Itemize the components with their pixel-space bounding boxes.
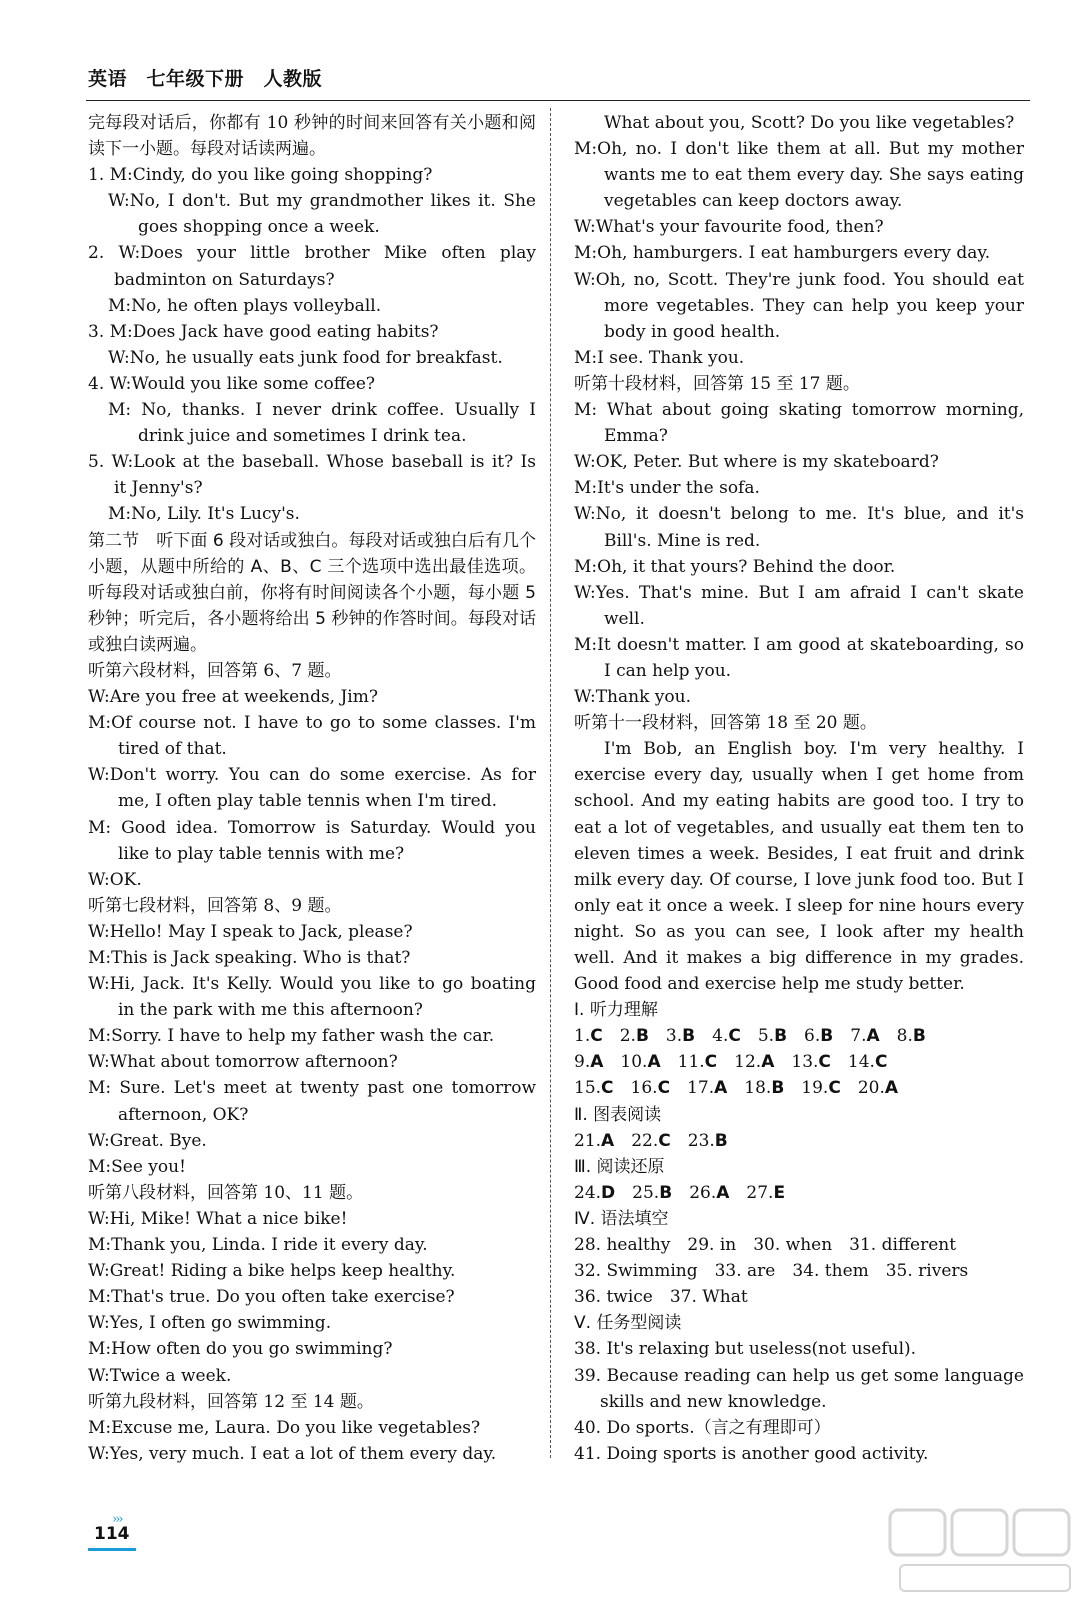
answer-choice: B	[714, 1130, 728, 1151]
text-line: 听第六段材料，回答第 6、7 题。	[88, 660, 342, 681]
text-line: M:It doesn't matter. I am good at skateboarding, so I can help you.	[574, 634, 1024, 681]
answer-choice: B	[659, 1182, 673, 1203]
text-line: M:No, he often plays volleyball.	[108, 295, 382, 316]
answer-choice: A	[601, 1130, 615, 1151]
answer-choice: B	[774, 1026, 788, 1047]
text-line: M: Good idea. Tomorrow is Saturday. Would you like to play table tennis with me?	[88, 817, 536, 864]
text-line: 5. W:Look at the baseball. Whose baseball is it? Is it Jenny's?	[88, 452, 536, 499]
text-line: 1. M:Cindy, do you like going shopping?	[88, 165, 433, 186]
left-column	[88, 110, 536, 1467]
text-line: M: What about going skating tomorrow morning, Emma?	[574, 400, 1024, 447]
answer-line: 39. Because reading can help us get some language skills and new knowledge.	[574, 1365, 1024, 1412]
page-number-badge	[88, 1512, 138, 1550]
answer-number: 23.	[687, 1130, 715, 1151]
text-line: W:Yes. That's mine. But I am afraid I can't skate well.	[574, 582, 1024, 629]
answer-row	[574, 1180, 1024, 1206]
answer-choice: C	[728, 1026, 741, 1047]
text-line: M:This is Jack speaking. Who is that?	[88, 948, 411, 968]
arrows-icon: ›››	[112, 1512, 122, 1527]
text-line: M:No, Lily. It's Lucy's.	[108, 504, 300, 525]
answer-number: 11.	[677, 1052, 705, 1073]
answer-choice: A	[866, 1026, 880, 1047]
answer-choice: C	[828, 1078, 841, 1099]
page-header: 英语 七年级下册 人教版	[88, 68, 323, 90]
answer-number: 4.	[712, 1026, 729, 1047]
answer-choice: E	[773, 1182, 786, 1203]
watermark-logo-icon	[880, 1500, 1080, 1600]
text-line: W:What about tomorrow afternoon?	[88, 1052, 398, 1073]
answer-choice: A	[761, 1052, 775, 1073]
answer-number: 14.	[847, 1052, 875, 1073]
answer-number: 7.	[850, 1026, 867, 1047]
transcript-right	[574, 110, 1024, 997]
page-number-underline	[88, 1548, 136, 1551]
answer-line: 41. Doing sports is another good activity.	[574, 1443, 929, 1464]
answer-number: 9.	[574, 1052, 591, 1073]
text-line: W:Yes, I often go swimming.	[88, 1313, 332, 1334]
text-line: M:That's true. Do you often take exercise?	[88, 1287, 455, 1308]
text-line: W:Great. Bye.	[88, 1130, 207, 1151]
answer-choice: A	[884, 1078, 899, 1099]
text-line: What about you, Scott? Do you like vegetables?	[604, 113, 1015, 133]
answer-number: 25.	[632, 1182, 660, 1203]
answer-number: 18.	[744, 1078, 772, 1099]
text-line: 3. M:Does Jack have good eating habits?	[88, 321, 439, 342]
text-line: W:Hi, Jack. It's Kelly. Would you like to go boating in the park with me this afternoon?	[88, 974, 536, 1021]
answer-number: 27.	[746, 1182, 774, 1203]
text-line: 听第十段材料，回答第 15 至 17 题。	[574, 373, 860, 394]
answer-line: 32. Swimming 33. are 34. them 35. rivers	[574, 1261, 969, 1282]
text-line: M:Sorry. I have to help my father wash the car.	[88, 1026, 495, 1047]
text-line: M:I see. Thank you.	[574, 347, 745, 368]
answer-number: 6.	[804, 1026, 821, 1047]
text-line: W:No, he usually eats junk food for breakfast.	[108, 347, 503, 368]
answer-number: 1.	[574, 1026, 591, 1047]
answer-number: 10.	[620, 1052, 648, 1073]
answer-choice: C	[704, 1052, 718, 1073]
answer-section-heading: Ⅳ. 语法填空	[574, 1208, 669, 1229]
text-line: 第二节 听下面 6 段对话或独白。每段对话或独白后有几个小题，从题中所给的 A、B、C 三个选项中选出最佳选项。听每段对话或独白前，你将有时间阅读各个小题，每小题 5 秒钟；听完后，各小题将给出 5 秒钟的作答时间。每段对话或独白读两遍。	[88, 530, 536, 655]
answer-number: 3.	[665, 1026, 683, 1047]
answer-line: 38. It's relaxing but useless(not useful).	[574, 1339, 917, 1360]
right-column	[574, 110, 1024, 1467]
answer-number: 17.	[687, 1078, 715, 1099]
answer-choice: B	[820, 1026, 834, 1047]
text-line: W:Oh, no, Scott. They're junk food. You should eat more vegetables. They can help you keep your body in good health.	[574, 269, 1024, 342]
text-line: W:Twice a week.	[88, 1365, 232, 1386]
text-line: M:Thank you, Linda. I ride it every day.	[88, 1235, 428, 1256]
text-line: M:How often do you go swimming?	[88, 1339, 393, 1360]
text-line: W:Great! Riding a bike helps keep healthy.	[88, 1261, 456, 1282]
answer-number: 20.	[857, 1078, 885, 1099]
answer-choice: C	[657, 1078, 671, 1099]
text-line: W:What's your favourite food, then?	[574, 217, 884, 238]
answer-section-heading: Ⅰ. 听力理解	[574, 1000, 658, 1021]
answer-choice: A	[714, 1078, 728, 1099]
answer-row	[574, 1075, 1024, 1101]
text-line: M:Excuse me, Laura. Do you like vegetables?	[88, 1417, 481, 1438]
text-line: M:Oh, no. I don't like them at all. But my mother wants me to eat them every day. She says eating vegetables can keep doctors away.	[574, 139, 1024, 212]
answer-number: 15.	[574, 1078, 602, 1099]
text-line: 听第九段材料，回答第 12 至 14 题。	[88, 1391, 374, 1412]
answer-choice: A	[590, 1052, 604, 1073]
text-line: 完每段对话后，你都有 10 秒钟的时间来回答有关小题和阅读下一小题。每段对话读两遍。	[88, 113, 536, 160]
answer-choice: B	[635, 1026, 649, 1047]
answer-choice: B	[912, 1026, 926, 1047]
text-line: M:See you!	[88, 1156, 186, 1177]
text-line: M: Sure. Let's meet at twenty past one tomorrow afternoon, OK?	[88, 1078, 536, 1125]
answer-line: 40. Do sports.（言之有理即可）	[574, 1417, 831, 1438]
text-line: W:Hello! May I speak to Jack, please?	[88, 921, 413, 942]
answer-choice: B	[771, 1078, 785, 1099]
text-line: W:Yes, very much. I eat a lot of them every day.	[88, 1443, 497, 1464]
answer-number: 5.	[757, 1026, 775, 1047]
answer-row	[574, 1128, 1024, 1154]
answer-line: 28. healthy 29. in 30. when 31. different	[574, 1235, 957, 1256]
text-line: W:OK.	[88, 869, 142, 890]
answer-number: 21.	[574, 1130, 602, 1151]
answer-number: 24.	[574, 1182, 602, 1203]
answer-number: 22.	[631, 1130, 659, 1151]
text-line: W:Hi, Mike! What a nice bike!	[88, 1208, 348, 1229]
answer-number: 26.	[689, 1182, 717, 1203]
answer-section-heading: Ⅱ. 图表阅读	[574, 1104, 662, 1125]
column-divider	[550, 108, 551, 1458]
text-line: W:OK, Peter. But where is my skateboard?	[574, 452, 939, 473]
answer-choice: C	[818, 1052, 831, 1073]
answer-key	[574, 997, 1024, 1467]
answer-number: 16.	[630, 1078, 658, 1099]
text-line: 听第八段材料，回答第 10、11 题。	[88, 1182, 364, 1203]
answer-choice: A	[716, 1182, 730, 1203]
answer-number: 2.	[619, 1026, 636, 1047]
text-line: 听第七段材料，回答第 8、9 题。	[88, 895, 342, 916]
text-line: I'm Bob, an English boy. I'm very healthy. I exercise every day, usually when I get home from school. And my eating habits are good too. I try to eat a lot of vegetables, and usually eat them ten to eleven times a week. Besides, I eat fruit and drink milk every day. Of course, I love junk food too. But I only eat it once a week. I sleep for nine hours every night. So as you can see, I look after my health well. And it makes a big difference in my grades. Good food and exercise help me study better.	[574, 739, 1024, 995]
text-line: W:No, I don't. But my grandmother likes it. She goes shopping once a week.	[108, 191, 536, 238]
text-line: M:Of course not. I have to go to some classes. I'm tired of that.	[88, 713, 536, 760]
answer-choice: B	[682, 1026, 696, 1047]
answer-number: 13.	[791, 1052, 819, 1073]
text-line: 4. W:Would you like some coffee?	[88, 373, 376, 394]
text-line: W:No, it doesn't belong to me. It's blue, and it's Bill's. Mine is red.	[574, 504, 1024, 551]
text-line: 2. W:Does your little brother Mike often play badminton on Saturdays?	[88, 243, 536, 290]
answer-choice: C	[874, 1052, 888, 1073]
answer-choice: C	[601, 1078, 614, 1099]
answer-row	[574, 1049, 1024, 1075]
answer-choice: C	[590, 1026, 603, 1047]
text-line: M:It's under the sofa.	[574, 478, 760, 499]
answer-section-heading: Ⅴ. 任务型阅读	[574, 1313, 682, 1334]
text-line: W:Are you free at weekends, Jim?	[88, 687, 378, 708]
text-line: M: No, thanks. I never drink coffee. Usually I drink juice and sometimes I drink tea.	[108, 400, 536, 447]
text-line: W:Don't worry. You can do some exercise. As for me, I often play table tennis when I'm tired.	[88, 765, 536, 812]
text-line: W:Thank you.	[574, 687, 691, 708]
answer-choice: A	[647, 1052, 661, 1073]
page-number: 114	[94, 1524, 130, 1544]
answer-section-heading: Ⅲ. 阅读还原	[574, 1156, 665, 1177]
answer-number: 19.	[801, 1078, 829, 1099]
text-line: 听第十一段材料，回答第 18 至 20 题。	[574, 713, 877, 734]
text-line: M:Oh, hamburgers. I eat hamburgers every day.	[574, 243, 991, 264]
header-rule	[86, 100, 1030, 101]
answer-number: 12.	[734, 1052, 762, 1073]
answer-line: 36. twice 37. What	[574, 1287, 748, 1308]
text-line: M:Oh, it that yours? Behind the door.	[574, 556, 896, 577]
answer-number: 8.	[896, 1026, 913, 1047]
answer-choice: D	[601, 1182, 616, 1203]
answer-choice: C	[658, 1130, 671, 1151]
answer-row	[574, 1023, 1024, 1049]
